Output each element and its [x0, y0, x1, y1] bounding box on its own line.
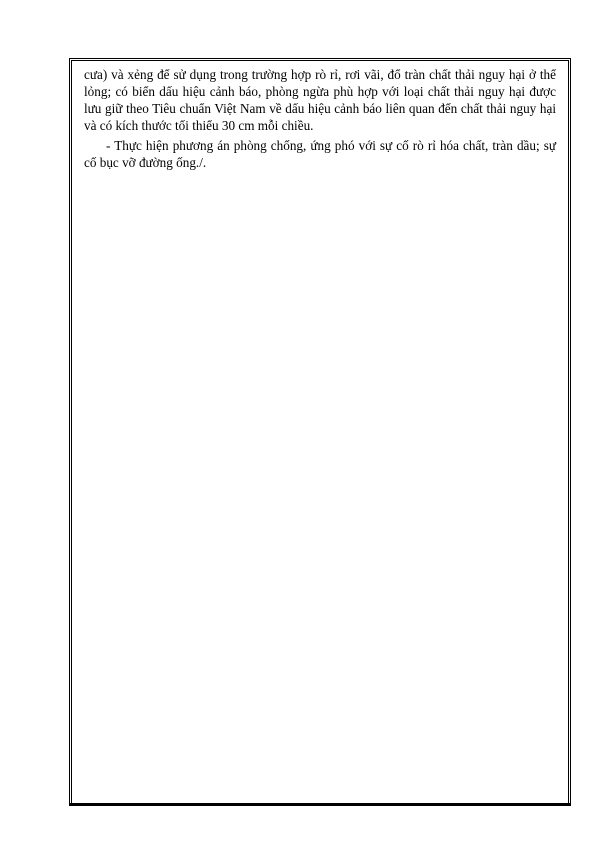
paragraph-continued: cưa) và xẻng để sử dụng trong trường hợp rò rỉ, rơi vãi, đổ tràn chất thải nguy hại ở thể lỏng; có biển dấu hiệu cảnh báo, phòng ngừa phù hợp với loại chất thải nguy hại được lưu giữ theo Tiêu chuẩn Việt Nam về dấu hiệu cảnh báo liên quan đến chất thải nguy hại và có kích thước tối thiểu 30 cm mỗi chiều. [84, 67, 556, 133]
bottom-border-rule [69, 803, 571, 804]
paragraph-incident-response: - Thực hiện phương án phòng chống, ứng phó với sự cố rò rỉ hóa chất, tràn dầu; sự cố bục vỡ đường ống./. [84, 138, 556, 170]
document-body [84, 66, 556, 171]
